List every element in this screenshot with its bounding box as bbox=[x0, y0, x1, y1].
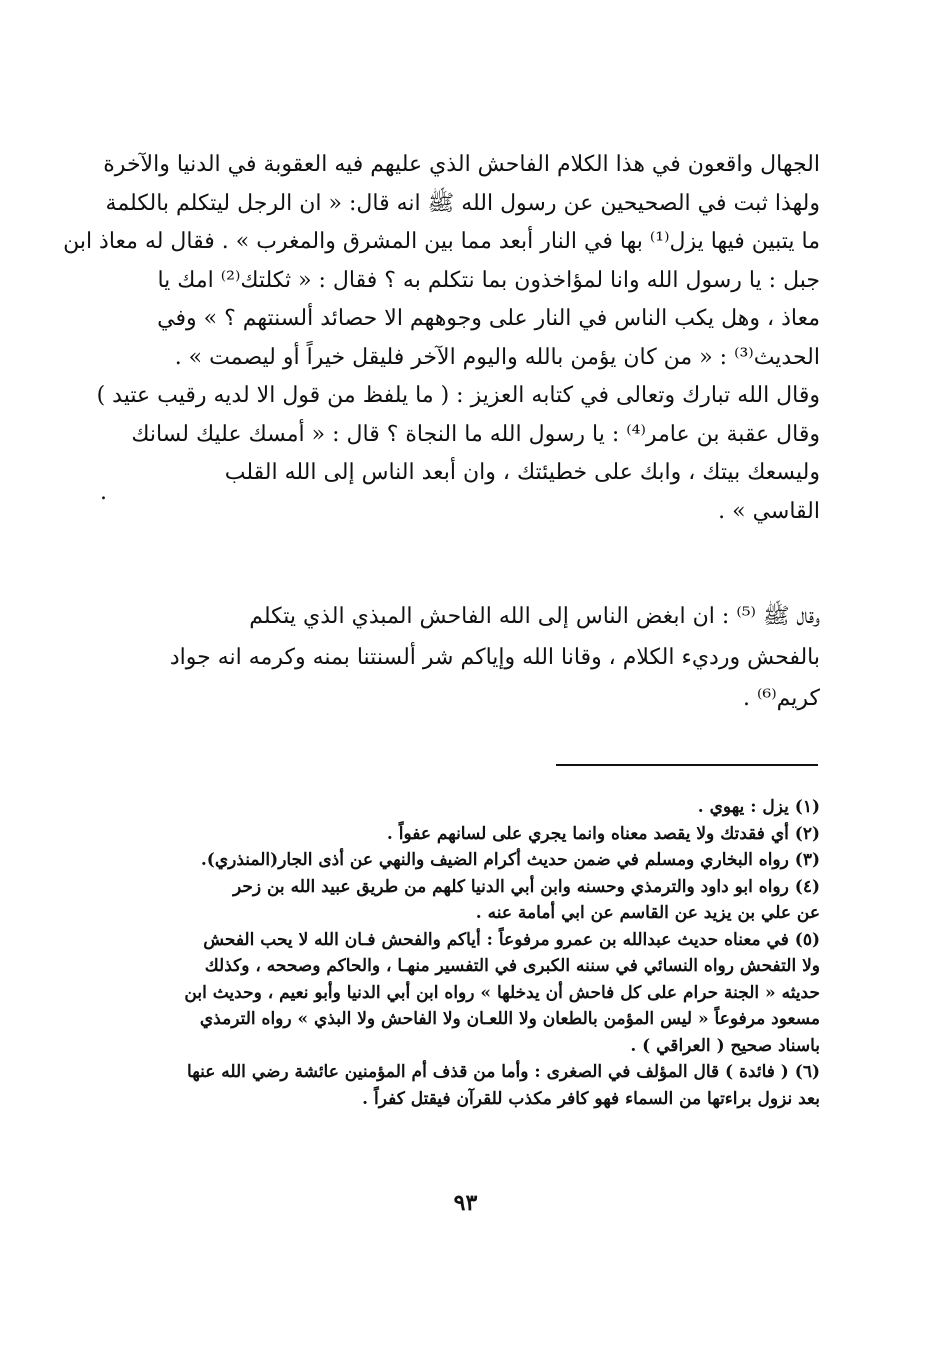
footnote-line: (١) يزل : يهوي . bbox=[697, 797, 820, 817]
text-line: معاذ ، وهل يكب الناس في النار على وجوههم الا حصائد ألسنتهم ؟ » وفي bbox=[157, 306, 820, 331]
text-line: وقال الله تبارك وتعالى في كتابه العزيز : ( ما يلفظ من قول الا لديه رقيب عتيد ) bbox=[96, 383, 820, 408]
footnote-line: بعد نزول براءتها من السماء فهو كافر مكذب للقرآن فيقتل كفراً . bbox=[362, 1088, 820, 1109]
footnote-line: (٣) رواه البخاري ومسلم في ضمن حديث أكرام الضيف والنهي عن أذى الجار(المنذري). bbox=[200, 850, 820, 870]
stray-mark: . bbox=[100, 480, 107, 505]
body-paragraph-2 bbox=[152, 596, 820, 719]
footnote-line: حديثه « الجنة حرام على كل فاحش أن يدخلها » رواه ابن أبي الدنيا وأبو نعيم ، وحديث ابن bbox=[184, 982, 820, 1003]
page-number: ٩٣ bbox=[453, 1190, 478, 1216]
footnote-line: (٦) ( فائدة ) قال المؤلف في الصغرى : وأما من قذف أم المؤمنين عائشة رضي الله عنها bbox=[187, 1062, 820, 1082]
text-line: ولهذا ثبت في الصحيحين عن رسول الله ﷺ انه قال: « ان الرجل ليتكلم بالكلمة bbox=[105, 190, 820, 216]
footnotes bbox=[152, 794, 820, 1112]
footnote-line: مسعود مرفوعاً « ليس المؤمن بالطعان ولا اللعـان ولا الفاحش ولا البذي » رواه الترمذي bbox=[199, 1009, 820, 1029]
footnote-line: ولا التفحش رواه النسائي في سننه الكبرى في التفسير منهـا ، والحاكم وصححه ، وكذلك bbox=[204, 956, 820, 976]
text-line: جبل : يا رسول الله وانا لمؤاخذون بما نتكلم به ؟ فقال : « ثكلتك⁽²⁾ امك يا bbox=[157, 267, 820, 293]
footnote-line: (٥) في معناه حديث عبدالله بن عمرو مرفوعاً : أياكم والفحش فـان الله لا يحب الفحش bbox=[203, 929, 820, 950]
text-line: القاسي » . bbox=[718, 498, 820, 524]
footnote-line: (٤) رواه ابو داود والترمذي وحسنه وابن أبي الدنيا كلهم من طريق عبيد الله بن زحر bbox=[232, 876, 820, 897]
footnote-line: باسناد صحيح ( العراقي ) . bbox=[630, 1035, 820, 1056]
text-line: الجهال واقعون في هذا الكلام الفاحش الذي عليهم فيه العقوبة في الدنيا والآخرة bbox=[103, 152, 820, 177]
text-line: بالفحش ورديء الكلام ، وقانا الله وإياكم شر ألسنتنا بمنه وكرمه انه جواد bbox=[169, 645, 820, 670]
text-line: ما يتبين فيها يزل⁽¹⁾ بها في النار أبعد مما بين المشرق والمغرب » . فقال له معاذ ابن bbox=[63, 229, 820, 254]
body-paragraph-1 bbox=[63, 146, 820, 531]
footnote-line: عن علي بن يزيد عن القاسم عن ابي أمامة عنه . bbox=[475, 903, 820, 923]
footnote-line: (٢) أي فقدتك ولا يقصد معناه وانما يجري على لسانهم عفواً . bbox=[386, 823, 820, 844]
text-line: وقال ﷺ ⁽⁵⁾ : ان ابغض الناس إلى الله الفاحش المبذي الذي يتكلم bbox=[249, 604, 820, 629]
text-line: الحديث⁽³⁾ : « من كان يؤمن بالله واليوم الآخر فليقل خيراً أو ليصمت » . bbox=[174, 344, 820, 370]
text-line: وقال عقبة بن عامر⁽⁴⁾ : يا رسول الله ما النجاة ؟ قال : « أمسك عليك لسانك bbox=[131, 421, 820, 447]
footnote-separator bbox=[556, 764, 818, 766]
text-line: كريم⁽⁶⁾ . bbox=[743, 686, 820, 711]
text-line: وليسعك بيتك ، وابك على خطيئتك ، وان أبعد الناس إلى الله القلب bbox=[224, 460, 820, 485]
